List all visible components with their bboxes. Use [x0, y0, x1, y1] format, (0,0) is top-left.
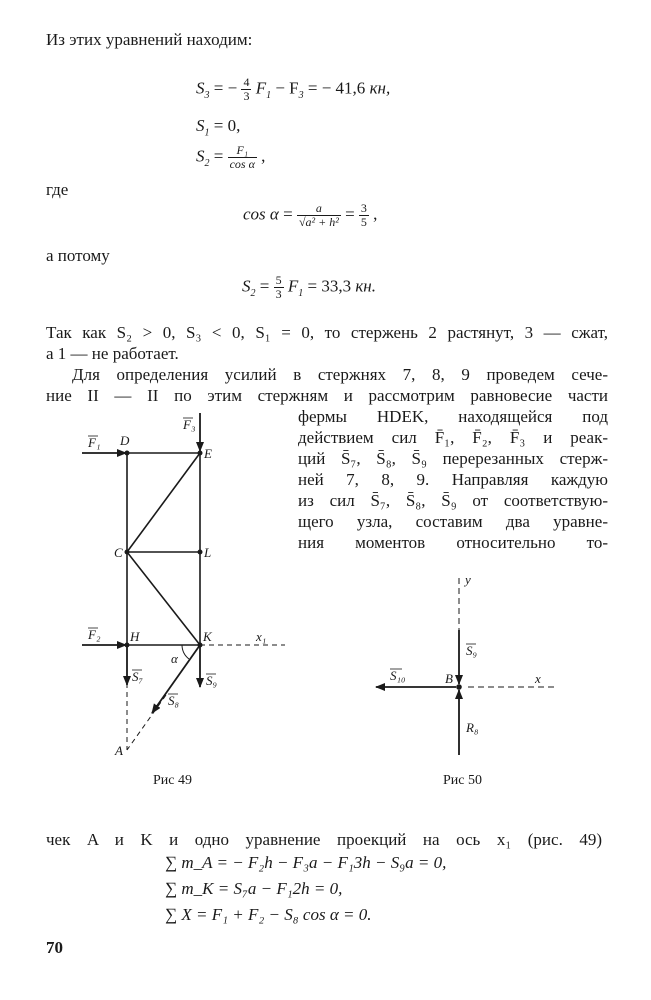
joint-d: [125, 451, 130, 456]
label-c: C: [114, 545, 123, 560]
label-y: y: [465, 572, 471, 587]
equation-s2: $S_2$ = $\frac{\text{F₁}}{\text{cos α}}$ ,: [196, 143, 266, 171]
side-text-line3: ций S̄₇, S̄₈, S̄₉ перерезанных стерж-: [298, 449, 608, 468]
label-f3: F₃: [183, 417, 196, 432]
paragraph-section-line1: Для определения усилий в стержнях 7, 8, 9 проведем сече-: [72, 365, 608, 384]
bottom-text-line: чек A и K и одно уравнение проекций на ось x₁ (рис. 49): [46, 830, 602, 849]
side-text-line2: действием сил F̄₁, F̄₂, F̄₃ и реак-: [298, 428, 608, 447]
label-d: D: [120, 433, 130, 448]
label-l: L: [204, 545, 212, 560]
label-s9: S₉: [466, 643, 478, 658]
label-e: E: [204, 446, 212, 461]
label-x1: x₁: [256, 629, 267, 644]
label-alpha: α: [171, 651, 178, 666]
side-text-line6: щего узла, составим два уравне-: [298, 512, 608, 531]
joint-l: [198, 550, 203, 555]
therefore-text: а потому: [46, 246, 110, 265]
equation-s1: $S_1 = 0$,: [196, 116, 241, 139]
intro-text: Из этих уравнений находим:: [46, 30, 253, 49]
joint-h: [125, 643, 130, 648]
equation-projection-x: ∑ X = F₁ + F₂ − S₈ cos α = 0.: [165, 905, 372, 924]
page-number: 70: [46, 938, 63, 957]
equation-moment-k: ∑ m_K = S₇a − F₁2h = 0,: [165, 879, 343, 898]
label-h: H: [130, 629, 140, 644]
figure-49-caption: Рис 49: [153, 773, 192, 788]
label-rb: R₈: [466, 720, 479, 735]
figure-50-caption: Рис 50: [443, 773, 482, 788]
label-s10: S₁₀: [390, 668, 406, 683]
equation-s2-value: $S_2$ = $\frac{5}{3}$ $F_1 = 33,3$ кн.: [242, 273, 376, 301]
label-k: K: [203, 629, 212, 644]
figure-50-node: [370, 570, 610, 770]
figure-49-truss: [60, 405, 300, 770]
bar-ce: [127, 453, 200, 552]
dashed-ka-extension: [127, 695, 166, 750]
equation-moment-a: ∑ m_A = − F₂h − F₃a − F₁3h − S₉a = 0,: [165, 853, 447, 872]
label-f1: F₁: [88, 435, 101, 450]
paragraph-result-line2: а 1 — не работает.: [46, 344, 179, 363]
label-x: x: [535, 671, 541, 686]
angle-alpha-arc: [182, 645, 189, 659]
label-s7: S₇: [132, 669, 144, 684]
side-text-line7: ния моментов относительно то-: [298, 533, 608, 552]
side-text-line5: из сил S̄₇, S̄₈, S̄₉ от соответствую-: [298, 491, 608, 510]
label-s9: S₉: [206, 673, 218, 688]
label-f2: F₂: [88, 627, 101, 642]
paragraph-result-line1: Так как S₂ > 0, S₃ < 0, S₁ = 0, то стержень 2 растянут, 3 — сжат,: [46, 323, 608, 342]
side-text-line1: фермы HDEK, находящейся под: [298, 407, 608, 426]
label-b: B: [445, 671, 453, 686]
label-a: A: [115, 743, 123, 758]
paragraph-section-line2: ние II — II по этим стержням и рассмотрим равновесие части: [46, 386, 608, 405]
joint-e: [198, 451, 203, 456]
node-b: [456, 684, 462, 690]
where-text: где: [46, 180, 69, 199]
joint-c: [125, 550, 130, 555]
equation-s3: $S_3$ = − $\frac{4}{3}$ $F_1 - F_3$ = − 41,6 кн,: [196, 75, 391, 103]
equation-cos: cos α = $\frac{a}{\text{√a² + h²}}$ = $\frac{3}{5}$ ,: [243, 201, 378, 229]
joint-k: [198, 643, 203, 648]
label-s8: S₈: [168, 693, 180, 708]
side-text-line4: ней 7, 8, 9. Направляя каждую: [298, 470, 608, 489]
